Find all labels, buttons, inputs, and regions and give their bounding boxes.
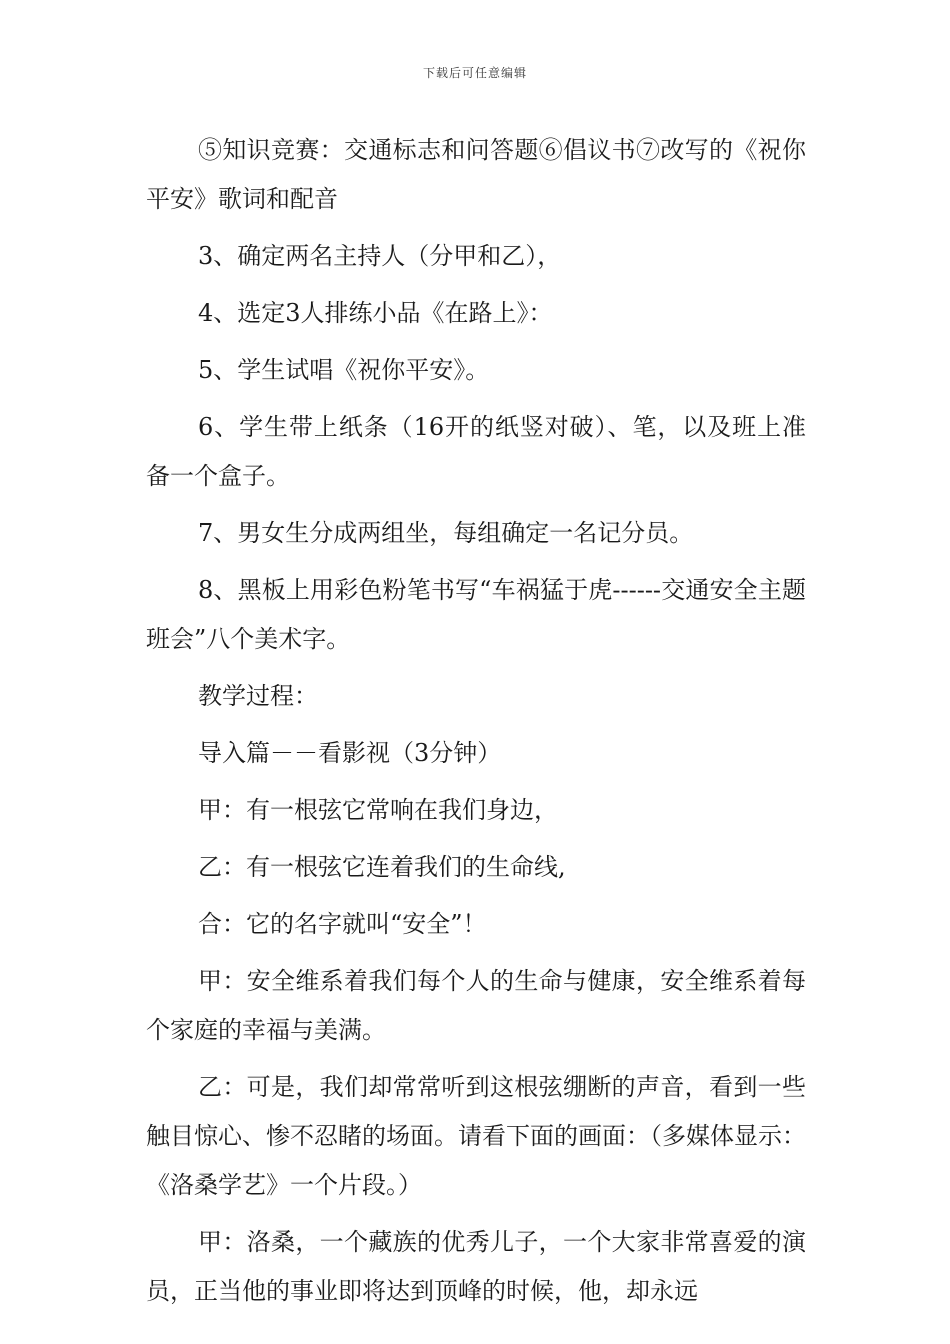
paragraph: 3、确定两名主持人（分甲和乙）， bbox=[198, 242, 562, 270]
paragraph: 6、学生带上纸条（16开的纸竖对破）、笔，以及班上准备一个盒子。 bbox=[146, 413, 806, 490]
paragraph: 导入篇－－看影视（3分钟） bbox=[198, 739, 502, 767]
paragraph: 8、黑板上用彩色粉笔书写“车祸猛于虎------交通安全主题班会”八个美术字。 bbox=[146, 576, 806, 653]
paragraph: 甲：安全维系着我们每个人的生命与健康，安全维系着每个家庭的幸福与美满。 bbox=[146, 967, 806, 1044]
paragraph: 乙：可是，我们却常常听到这根弦绷断的声音，看到一些触目惊心、惨不忍睹的场面。请看下面的画面：（多媒体显示：《洛桑学艺》一个片段。） bbox=[146, 1073, 806, 1199]
document-body bbox=[146, 126, 806, 1324]
paragraph: 乙：有一根弦它连着我们的生命线, bbox=[198, 853, 566, 881]
page-header: 下载后可任意编辑 bbox=[422, 66, 527, 80]
paragraph: 甲：有一根弦它常响在我们身边， bbox=[198, 796, 558, 824]
paragraph: 7、男女生分成两组坐，每组确定一名记分员。 bbox=[198, 519, 694, 547]
paragraph: 4、选定3人排练小品《在路上》： bbox=[198, 299, 553, 327]
paragraph: ⑤知识竞赛：交通标志和问答题⑥倡议书⑦改写的《祝你平安》歌词和配音 bbox=[146, 136, 806, 213]
paragraph: 甲：洛桑，一个藏族的优秀儿子，一个大家非常喜爱的演员，正当他的事业即将达到顶峰的时候，他，却永远 bbox=[146, 1228, 806, 1305]
paragraph: 教学过程： bbox=[198, 682, 318, 710]
paragraph: 5、学生试唱《祝你平安》。 bbox=[198, 356, 490, 384]
paragraph: 合：它的名字就叫“安全”！ bbox=[198, 910, 487, 938]
